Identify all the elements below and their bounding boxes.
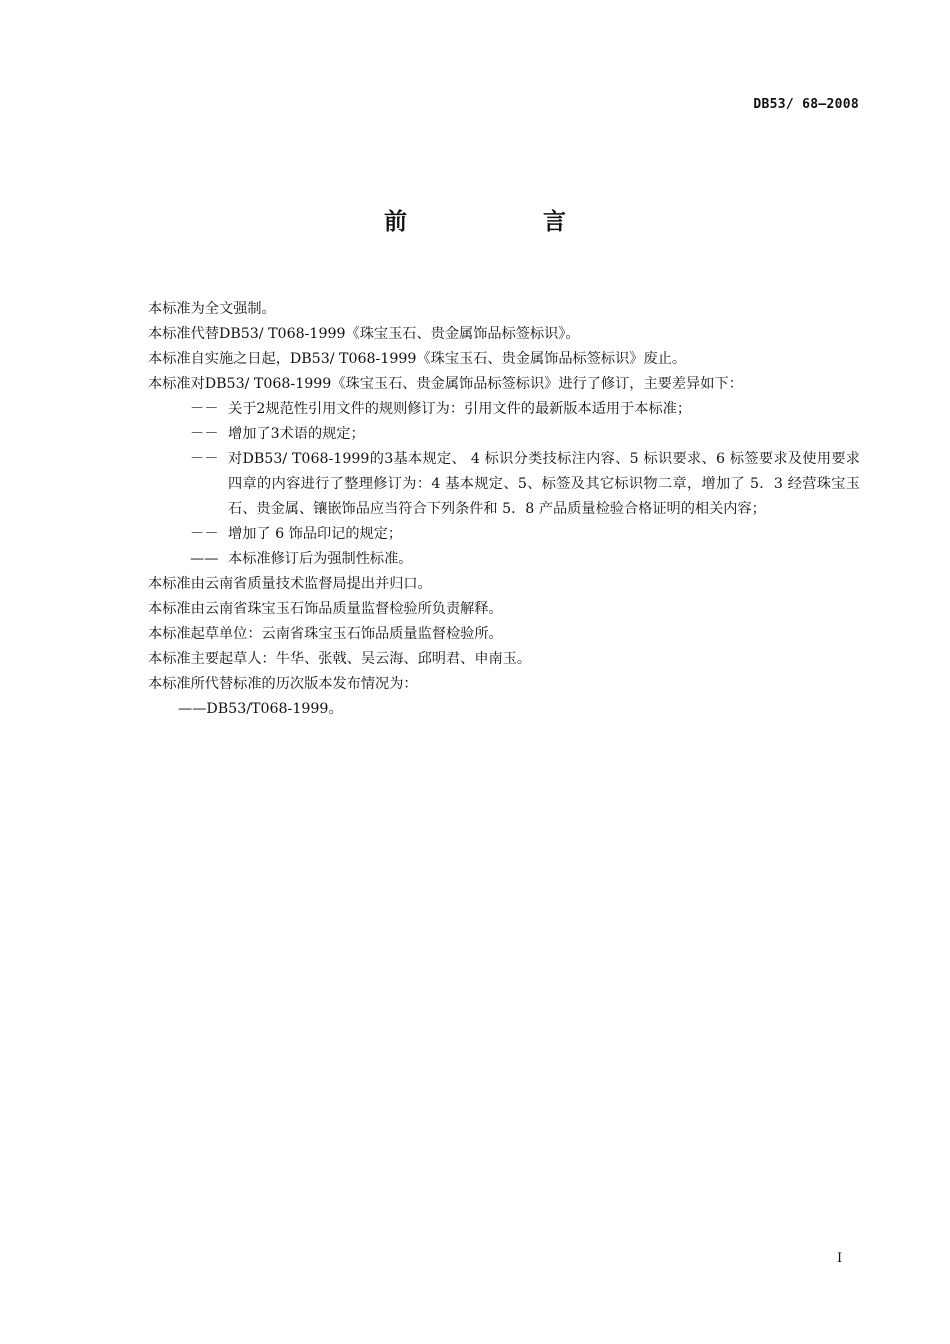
list-item <box>148 422 860 447</box>
paragraph: 本标准由云南省质量技术监督局提出并归口。 <box>148 576 432 592</box>
list-dash: －－ <box>190 426 219 442</box>
list-item-text: 本标准修订后为强制性标准。 <box>228 551 413 567</box>
list-dash: —— <box>190 551 219 567</box>
paragraph: 本标准由云南省珠宝玉石饰品质量监督检验所负责解释。 <box>148 601 503 617</box>
foreword-body <box>148 297 860 722</box>
list-dash: －－ <box>190 526 219 542</box>
paragraph: 本标准为全文强制。 <box>148 301 276 317</box>
list-item <box>148 397 860 422</box>
paragraph: 本标准起草单位：云南省珠宝玉石饰品质量监督检验所。 <box>148 626 503 642</box>
page-number: I <box>837 1251 843 1266</box>
document-code: DB53/ 68—2008 <box>753 97 859 112</box>
list-item-text: 增加了3术语的规定； <box>228 426 365 442</box>
list-item-text: 关于2规范性引用文件的规则修订为：引用文件的最新版本适用于本标准； <box>228 401 692 417</box>
page-title: 前 言 <box>383 209 630 235</box>
paragraph: 本标准主要起草人：牛华、张戟、吴云海、邱明君、申南玉。 <box>148 651 532 667</box>
list-item <box>148 522 860 547</box>
list-dash: －－ <box>190 401 219 417</box>
list-item-text: 对DB53/ T068-1999的3基本规定、 4 标识分类技标注内容、5 标识要求、6 标签要求及使用要求四章的内容进行了整理修订为：4 基本规定、5、标签及其它标识物二章，增加了 5．3 经营珠宝玉石、贵金属、镶嵌饰品应当符合下列条件和 5．8 产品质量检验合格证明的相关内容； <box>228 451 860 517</box>
list-item-text: 增加了 6 饰品印记的规定； <box>228 526 403 542</box>
paragraph: 本标准代替DB53/ T068-1999《珠宝玉石、贵金属饰品标签标识》。 <box>148 326 580 342</box>
list-item <box>148 447 860 522</box>
list-item <box>148 547 860 572</box>
paragraph: 本标准对DB53/ T068-1999《珠宝玉石、贵金属饰品标签标识》进行了修订，主要差异如下： <box>148 376 743 392</box>
paragraph: 本标准自实施之日起，DB53/ T068-1999《珠宝玉石、贵金属饰品标签标识》废止。 <box>148 351 687 367</box>
list-dash: －－ <box>190 451 219 467</box>
paragraph: ——DB53/T068-1999。 <box>178 701 343 717</box>
paragraph: 本标准所代替标准的历次版本发布情况为： <box>148 676 418 692</box>
